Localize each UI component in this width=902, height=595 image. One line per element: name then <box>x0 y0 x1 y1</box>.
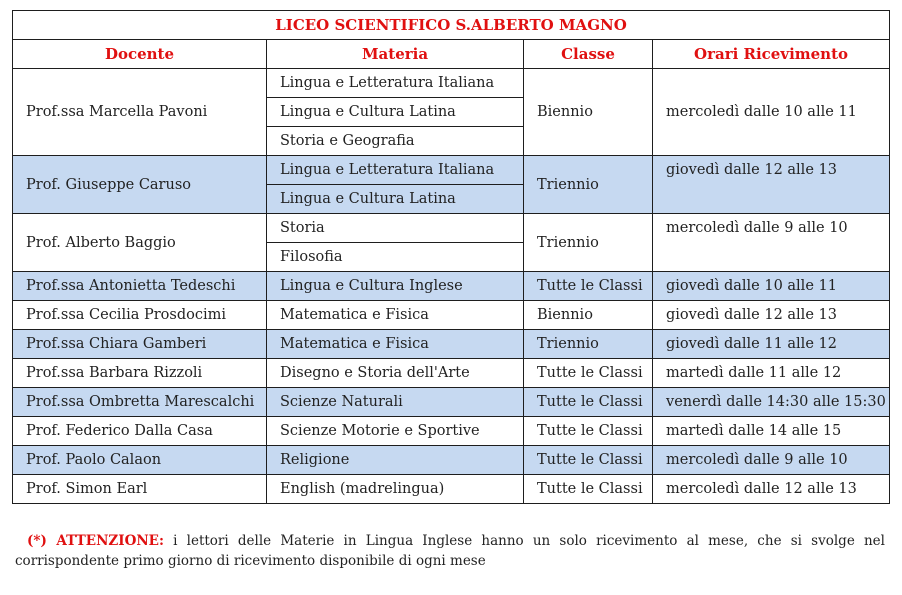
table-row <box>13 388 890 417</box>
docente-cell: Prof. Alberto Baggio <box>13 214 267 272</box>
docente-cell: Prof.ssa Antonietta Tedeschi <box>13 272 267 301</box>
header-classe: Classe <box>524 40 653 69</box>
orari-cell: venerdì dalle 14:30 alle 15:30 <box>653 388 890 417</box>
header-row <box>13 40 890 69</box>
orari-cell: martedì dalle 14 alle 15 <box>653 417 890 446</box>
table-row <box>13 301 890 330</box>
docente-cell: Prof. Giuseppe Caruso <box>13 156 267 214</box>
classe-cell: Triennio <box>524 214 653 272</box>
docente-cell: Prof.ssa Ombretta Marescalchi <box>13 388 267 417</box>
materia-cell: Lingua e Letteratura Italiana <box>267 156 524 185</box>
table-row <box>13 417 890 446</box>
materia-cell: Storia e Geografia <box>267 127 524 156</box>
classe-cell: Tutte le Classi <box>524 272 653 301</box>
table-row <box>13 156 890 185</box>
classe-cell: Biennio <box>524 301 653 330</box>
orari-cell: giovedì dalle 12 alle 13 <box>653 156 890 214</box>
header-orari: Orari Ricevimento <box>653 40 890 69</box>
orari-cell: giovedì dalle 11 alle 12 <box>653 330 890 359</box>
materia-cell: Lingua e Letteratura Italiana <box>267 69 524 98</box>
materia-cell: Matematica e Fisica <box>267 301 524 330</box>
docente-cell: Prof. Simon Earl <box>13 475 267 504</box>
classe-cell: Tutte le Classi <box>524 359 653 388</box>
orari-cell: giovedì dalle 12 alle 13 <box>653 301 890 330</box>
orari-cell: mercoledì dalle 10 alle 11 <box>653 69 890 156</box>
table-body <box>13 69 890 504</box>
materia-cell: Scienze Naturali <box>267 388 524 417</box>
attention-note <box>15 531 885 571</box>
docente-cell: Prof.ssa Cecilia Prosdocimi <box>13 301 267 330</box>
materia-cell: Scienze Motorie e Sportive <box>267 417 524 446</box>
table-row <box>13 475 890 504</box>
materia-cell: Storia <box>267 214 524 243</box>
classe-cell: Tutte le Classi <box>524 446 653 475</box>
docente-cell: Prof.ssa Marcella Pavoni <box>13 69 267 156</box>
classe-cell: Triennio <box>524 156 653 214</box>
table-row <box>13 69 890 98</box>
table-row <box>13 214 890 243</box>
header-docente: Docente <box>13 40 267 69</box>
attention-label: (*) ATTENZIONE: <box>27 533 164 549</box>
classe-cell: Tutte le Classi <box>524 388 653 417</box>
docente-cell: Prof.ssa Barbara Rizzoli <box>13 359 267 388</box>
classe-cell: Tutte le Classi <box>524 417 653 446</box>
materia-cell: Lingua e Cultura Latina <box>267 98 524 127</box>
materia-cell: Filosofia <box>267 243 524 272</box>
orari-cell: martedì dalle 11 alle 12 <box>653 359 890 388</box>
orari-cell: giovedì dalle 10 alle 11 <box>653 272 890 301</box>
materia-cell: Disegno e Storia dell'Arte <box>267 359 524 388</box>
materia-cell: Matematica e Fisica <box>267 330 524 359</box>
classe-cell: Biennio <box>524 69 653 156</box>
header-materia: Materia <box>267 40 524 69</box>
schedule-table <box>12 10 890 504</box>
school-title: LICEO SCIENTIFICO S.ALBERTO MAGNO <box>13 11 890 40</box>
table-row <box>13 272 890 301</box>
orari-cell: mercoledì dalle 9 alle 10 <box>653 446 890 475</box>
orari-cell: mercoledì dalle 12 alle 13 <box>653 475 890 504</box>
attention-text: i lettori delle Materie in Lingua Inglese hanno un solo ricevimento al mese, che si svolge nel corrispondente primo giorno di ricevimento disponibile di ogni mese <box>15 533 885 569</box>
classe-cell: Triennio <box>524 330 653 359</box>
table-row <box>13 330 890 359</box>
docente-cell: Prof. Federico Dalla Casa <box>13 417 267 446</box>
materia-cell: Religione <box>267 446 524 475</box>
docente-cell: Prof.ssa Chiara Gamberi <box>13 330 267 359</box>
materia-cell: Lingua e Cultura Inglese <box>267 272 524 301</box>
title-row <box>13 11 890 40</box>
table-row <box>13 446 890 475</box>
docente-cell: Prof. Paolo Calaon <box>13 446 267 475</box>
table-row <box>13 359 890 388</box>
materia-cell: Lingua e Cultura Latina <box>267 185 524 214</box>
materia-cell: English (madrelingua) <box>267 475 524 504</box>
orari-cell: mercoledì dalle 9 alle 10 <box>653 214 890 272</box>
classe-cell: Tutte le Classi <box>524 475 653 504</box>
